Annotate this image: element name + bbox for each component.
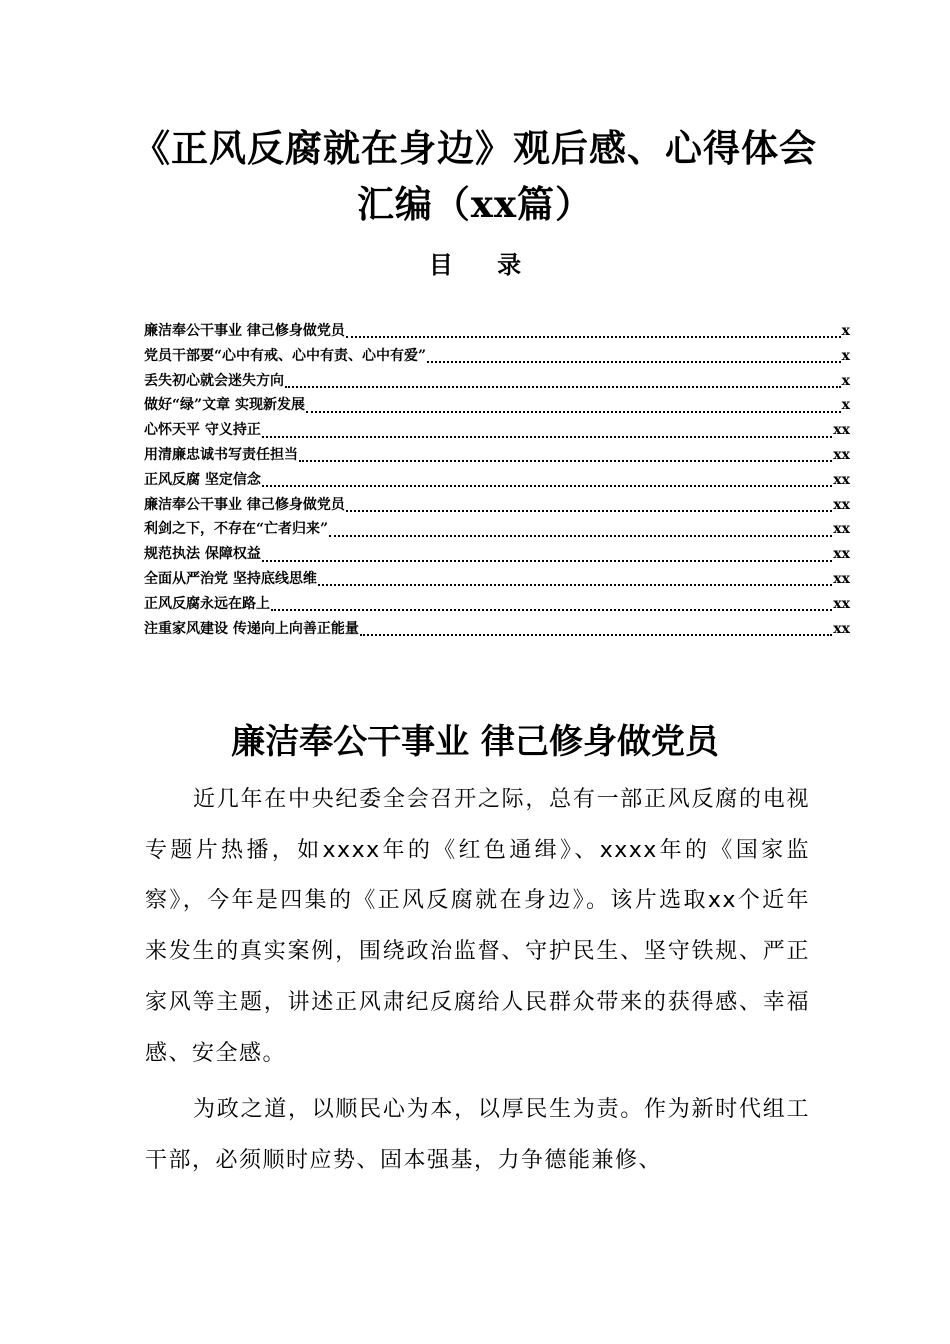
toc-dot-leader	[271, 609, 832, 611]
toc-dot-leader	[346, 336, 841, 338]
toc-entry[interactable]	[144, 518, 850, 543]
toc-entry-page: xx	[833, 446, 850, 463]
toc-dot-leader	[318, 584, 832, 586]
toc-entry-page: xx	[833, 570, 850, 587]
toc-entry[interactable]	[144, 568, 850, 593]
toc-entry-page: xx	[833, 422, 850, 439]
toc-entry-page: x	[841, 323, 850, 339]
toc-entry-page: xx	[833, 595, 850, 612]
toc-dot-leader	[262, 560, 832, 562]
article-paragraph: 为政之道，以顺民心为本，以厚民生为责。作为新时代组工干部，必须顺时应势、固本强基，力争德能兼修、	[145, 1097, 810, 1173]
article-title: 廉洁奉公干事业 律己修身做党员	[231, 722, 719, 762]
toc-entry[interactable]	[144, 394, 850, 419]
toc-dot-leader	[360, 634, 832, 636]
toc-entry-title: 全面从严治党 坚持底线思维	[144, 570, 317, 587]
document-title-line-2: 汇编（xx篇）	[356, 182, 594, 226]
document-title-line-1: 《正风反腐就在身边》观后感、心得体会	[133, 126, 817, 170]
toc-entry-title: 做好“绿”文章 实现新发展	[144, 397, 305, 414]
toc-entry[interactable]	[144, 469, 850, 494]
toc-dot-leader	[262, 436, 832, 438]
document-title	[100, 120, 850, 232]
toc-dot-leader	[329, 535, 832, 537]
toc-entry-title: 廉洁奉公干事业 律己修身做党员	[144, 323, 345, 339]
table-of-contents	[144, 320, 850, 642]
toc-dot-leader	[306, 411, 841, 413]
toc-dot-leader	[285, 386, 841, 388]
toc-entry[interactable]	[144, 419, 850, 444]
article-paragraph: 近几年在中央纪委全会召开之际，总有一部正风反腐的电视专题片热播，如xxxx年的《红色通缉》、xxxx年的《国家监察》，今年是四集的《正风反腐就在身边》。该片选取xx个近年来发生的真实案例，围绕政治监督、守护民生、坚守铁规、严正家风等主题，讲述正风肃纪反腐给人民群众带来的获得感、幸福感、安全感。	[145, 787, 810, 1066]
toc-entry[interactable]	[144, 345, 850, 370]
toc-entry-page: x	[841, 372, 850, 389]
toc-entry-title: 正风反腐永远在路上	[144, 595, 270, 612]
toc-entry-title: 利剑之下，不存在“亡者归来”	[144, 521, 329, 538]
toc-entry-title: 丢失初心就会迷失方向	[144, 372, 284, 389]
toc-entry-page: x	[841, 397, 850, 414]
toc-entry-title: 规范执法 保障权益	[144, 546, 261, 563]
toc-entry-title: 用清廉忠诚书写责任担当	[144, 446, 298, 463]
toc-dot-leader	[299, 460, 832, 462]
toc-entry[interactable]	[144, 618, 850, 643]
toc-entry-title: 注重家风建设 传递向上向善正能量	[144, 620, 359, 637]
toc-heading: 目 录	[428, 250, 540, 279]
toc-entry-page: xx	[833, 546, 850, 563]
toc-entry-page: x	[841, 347, 850, 364]
toc-entry-page: xx	[833, 521, 850, 538]
toc-entry-page: xx	[833, 496, 850, 513]
toc-entry[interactable]	[144, 494, 850, 519]
toc-dot-leader	[346, 510, 832, 512]
toc-entry-title: 正风反腐 坚定信念	[144, 471, 261, 488]
toc-entry[interactable]	[144, 444, 850, 469]
toc-entry-title: 廉洁奉公干事业 律己修身做党员	[144, 496, 345, 513]
toc-entry-page: xx	[833, 620, 850, 637]
toc-entry-page: xx	[833, 471, 850, 488]
toc-entry[interactable]	[144, 320, 850, 345]
toc-dot-leader	[427, 361, 841, 363]
toc-entry[interactable]	[144, 593, 850, 618]
toc-entry[interactable]	[144, 370, 850, 395]
toc-dot-leader	[262, 485, 832, 487]
toc-entry[interactable]	[144, 543, 850, 568]
toc-entry-title: 党员干部要“心中有戒、心中有责、心中有爱”	[144, 347, 427, 364]
toc-entry-title: 心怀天平 守义持正	[144, 422, 261, 439]
